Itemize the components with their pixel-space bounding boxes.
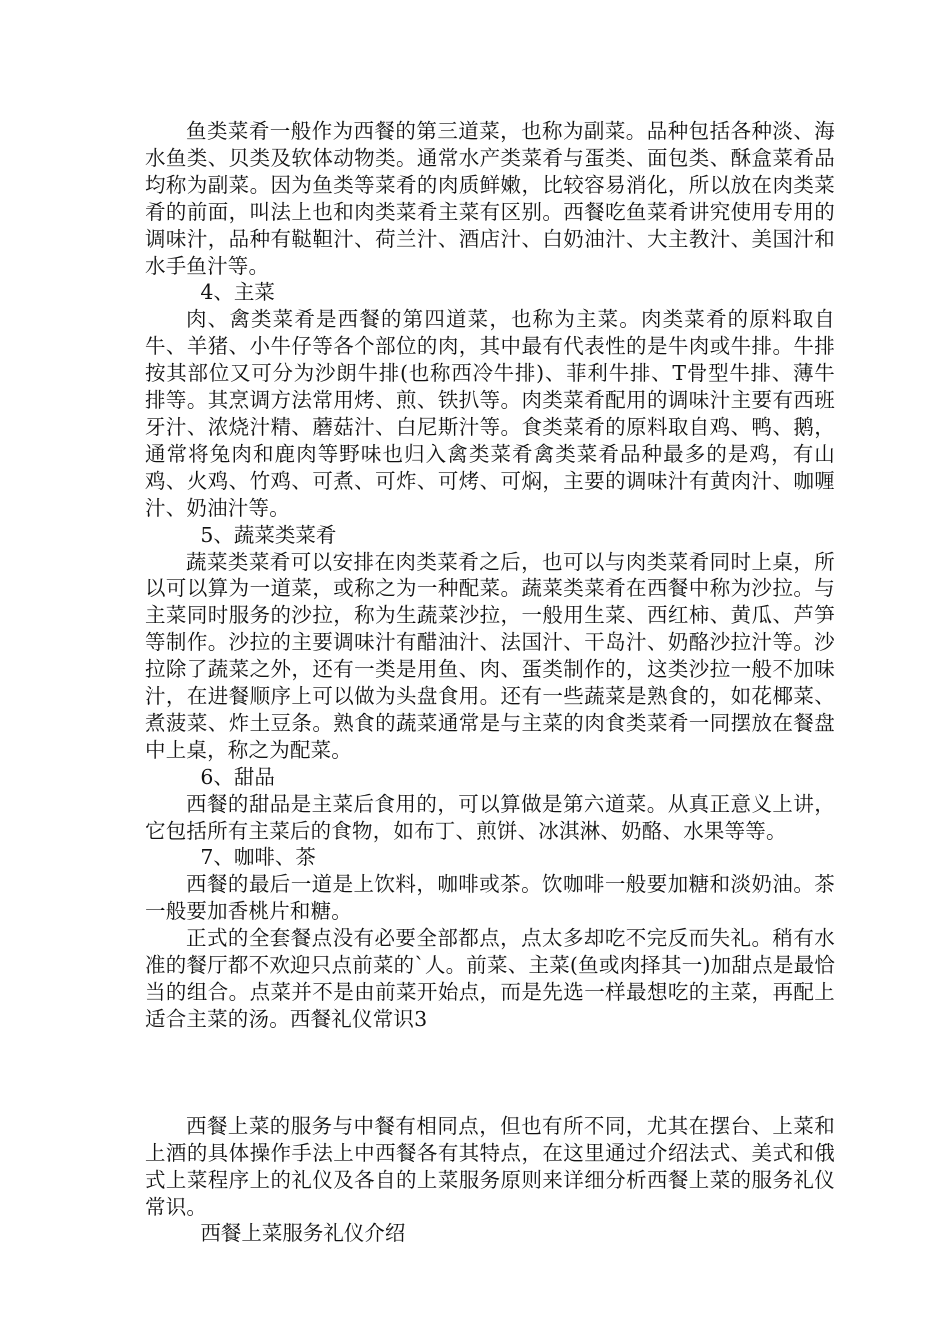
- coffee-heading: 7、咖啡、茶: [200, 845, 316, 870]
- serving-heading: 西餐上菜服务礼仪介绍: [200, 1221, 406, 1246]
- dessert-paragraph: 西餐的甜品是主菜后食用的，可以算做是第六道菜。从真正意义上讲，它包括所有主菜后的食物，如布丁、煎饼、冰淇淋、奶酪、水果等等。: [145, 791, 835, 843]
- vegetable-heading: 5、蔬菜类菜肴: [200, 522, 337, 547]
- main-course-paragraph: 肉、禽类菜肴是西餐的第四道菜，也称为主菜。肉类菜肴的原料取自牛、羊猪、小牛仔等各个部位的肉，其中最有代表性的是牛肉或牛排。牛排按其部位又可分为沙朗牛排(也称西冷牛排)、菲利牛排、T骨型牛排、薄牛排等。其烹调方法常用烤、煎、铁扒等。肉类菜肴配用的调味汁主要有西班牙汁、浓烧汁精、蘑菇汁、白尼斯汁等。食类菜肴的原料取自鸡、鸭、鹅，通常将兔肉和鹿肉等野味也归入禽类菜肴禽类菜肴品种最多的是鸡，有山鸡、火鸡、竹鸡、可煮、可炸、可烤、可焖，主要的调味汁有黄肉汁、咖喱汁、奶油汁等。: [145, 307, 835, 520]
- coffee-paragraph: 西餐的最后一道是上饮料，咖啡或茶。饮咖啡一般要加糖和淡奶油。茶一般要加香桃片和糖。: [145, 872, 835, 924]
- main-course-heading: 4、主菜: [200, 280, 275, 305]
- dessert-heading: 6、甜品: [200, 764, 275, 789]
- serving-intro-paragraph: 西餐上菜的服务与中餐有相同点，但也有所不同，尤其在摆台、上菜和上酒的具体操作手法上中西餐各有其特点，在这里通过介绍法式、美式和俄式上菜程序上的礼仪及各自的上菜服务原则来详细分析西餐上菜的服务礼仪常识。: [145, 1113, 835, 1219]
- fish-course-paragraph: 鱼类菜肴一般作为西餐的第三道菜，也称为副菜。品种包括各种淡、海水鱼类、贝类及软体动物类。通常水产类菜肴与蛋类、面包类、酥盒菜肴品均称为副菜。因为鱼类等菜肴的肉质鲜嫩，比较容易消化，所以放在肉类菜肴的前面，叫法上也和肉类菜肴主菜有区别。西餐吃鱼菜肴讲究使用专用的调味汁，品种有鞑靼汁、荷兰汁、酒店汁、白奶油汁、大主教汁、美国汁和水手鱼汁等。: [145, 119, 835, 278]
- vegetable-paragraph: 蔬菜类菜肴可以安排在肉类菜肴之后，也可以与肉类菜肴同时上桌，所以可以算为一道菜，或称之为一种配菜。蔬菜类菜肴在西餐中称为沙拉。与主菜同时服务的沙拉，称为生蔬菜沙拉，一般用生菜、西红柿、黄瓜、芦笋等制作。沙拉的主要调味汁有醋油汁、法国汁、干岛汁、奶酪沙拉汁等。沙拉除了蔬菜之外，还有一类是用鱼、肉、蛋类制作的，这类沙拉一般不加味汁，在进餐顺序上可以做为头盘食用。还有一些蔬菜是熟食的，如花椰菜、煮菠菜、炸土豆条。熟食的蔬菜通常是与主菜的肉食类菜肴一同摆放在餐盘中上桌，称之为配菜。: [145, 549, 835, 762]
- ordering-paragraph: 正式的全套餐点没有必要全部都点，点太多却吃不完反而失礼。稍有水准的餐厅都不欢迎只点前菜的`人。前菜、主菜(鱼或肉择其一)加甜点是最恰当的组合。点菜并不是由前菜开始点，而是先选一样最想吃的主菜，再配上适合主菜的汤。西餐礼仪常识3: [145, 926, 835, 1031]
- document-body: [145, 118, 835, 1247]
- section-gap: [145, 1033, 835, 1113]
